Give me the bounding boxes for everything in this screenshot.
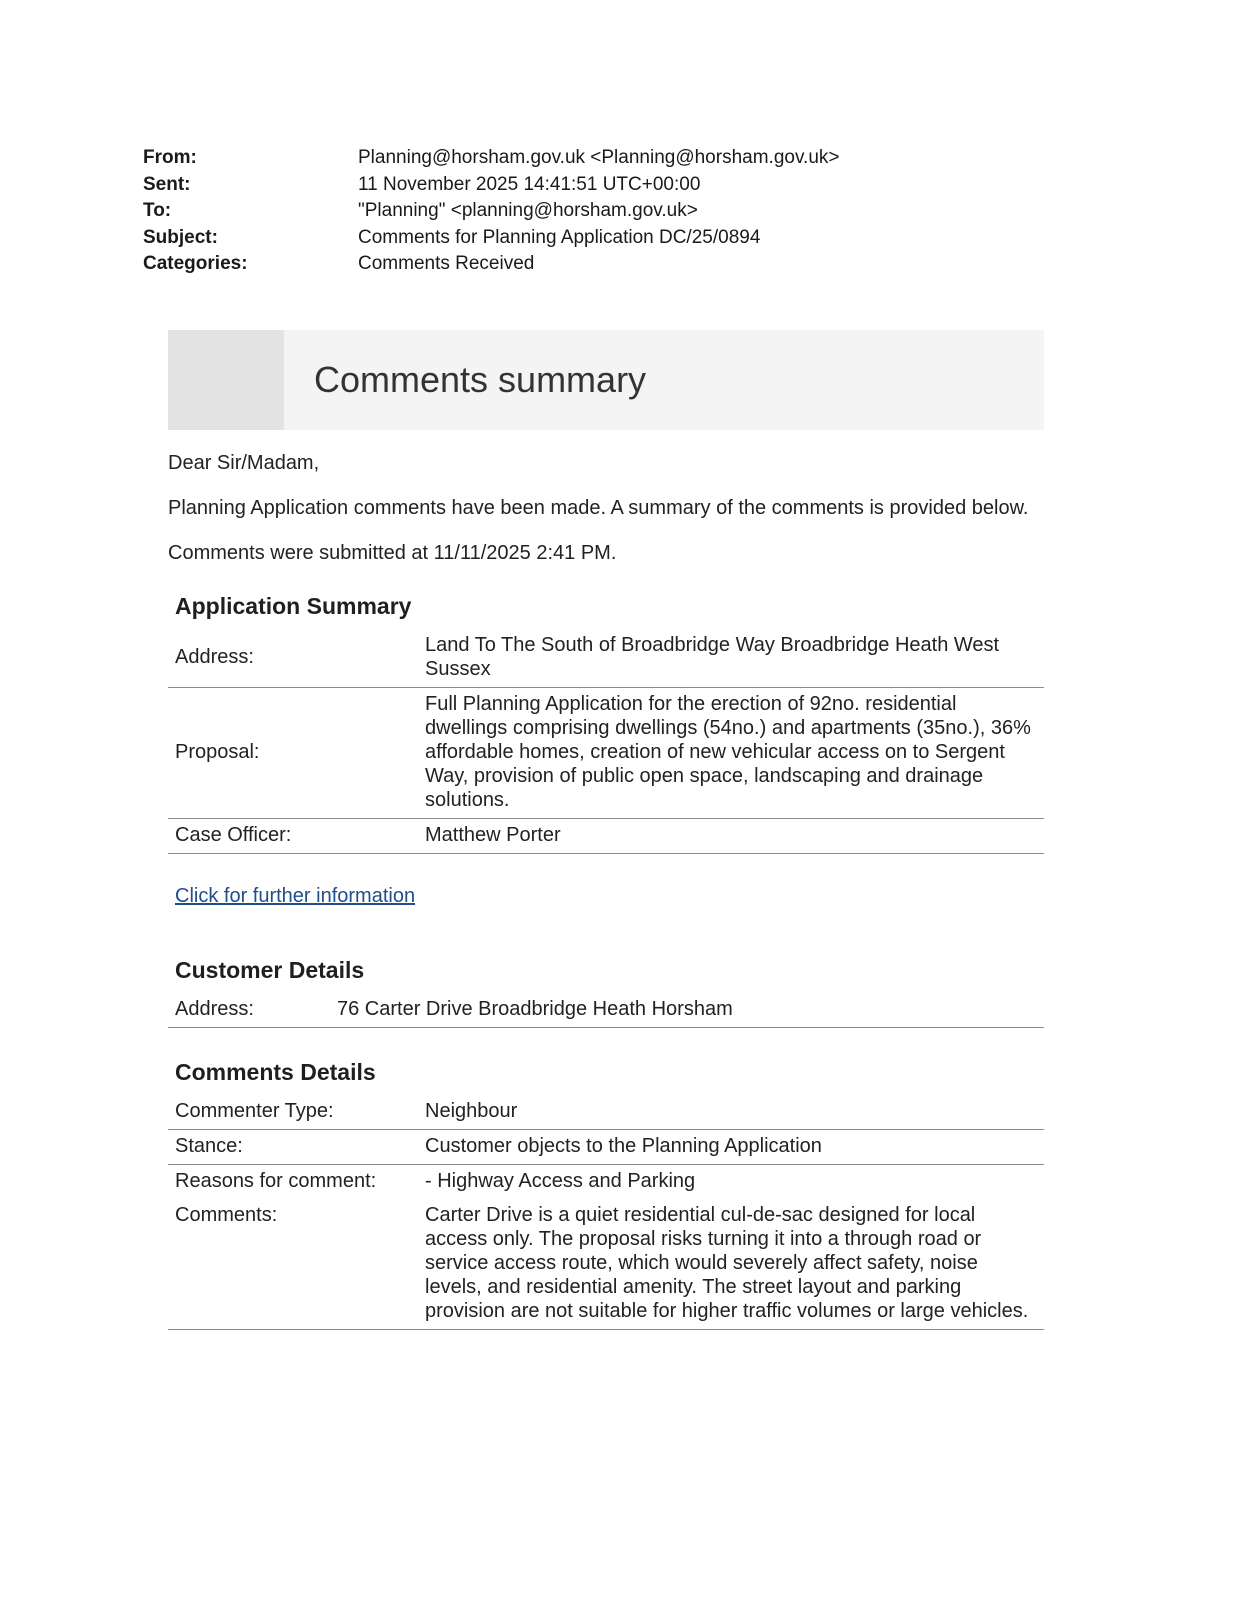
comments-details-heading: Comments Details — [175, 1059, 376, 1085]
comments-details-table — [168, 1095, 1044, 1330]
intro-text: Planning Application comments have been made. A summary of the comments is provided below. — [168, 497, 1029, 519]
submitted-text: Comments were submitted at 11/11/2025 2:41 PM. — [168, 542, 617, 564]
customer-details-table — [168, 993, 1044, 1028]
from-label: From: — [143, 147, 197, 168]
to-value: "Planning" <planning@horsham.gov.uk> — [358, 200, 698, 222]
reasons-value: - Highway Access and Parking — [425, 1170, 696, 1192]
stance-label: Stance: — [168, 1130, 418, 1165]
table-row — [168, 688, 1044, 819]
email-body — [168, 330, 1044, 1330]
table-row — [168, 629, 1044, 688]
further-information-link[interactable]: Click for further information — [175, 885, 416, 907]
case-officer-value: Matthew Porter — [418, 819, 1044, 854]
table-row — [168, 993, 1044, 1028]
banner-title: Comments summary — [314, 359, 647, 400]
commenter-type-value: Neighbour — [418, 1095, 1044, 1130]
table-row — [168, 1095, 1044, 1130]
logo-placeholder — [168, 330, 284, 430]
sent-value: 11 November 2025 14:41:51 UTC+00:00 — [358, 173, 701, 195]
categories-label: Categories: — [143, 253, 248, 275]
subject-value: Comments for Planning Application DC/25/0894 — [358, 226, 761, 248]
further-info-wrap — [168, 884, 1044, 908]
comments-label: Comments: — [168, 1199, 418, 1330]
table-row — [168, 1165, 1044, 1200]
address-label: Address: — [168, 629, 418, 688]
application-summary-heading: Application Summary — [175, 593, 412, 619]
customer-address-value: 76 Carter Drive Broadbridge Heath Horsham — [330, 993, 1044, 1028]
greeting: Dear Sir/Madam, — [168, 452, 320, 474]
commenter-type-label: Commenter Type: — [168, 1095, 418, 1130]
table-row — [168, 819, 1044, 854]
stance-value: Customer objects to the Planning Application — [418, 1130, 1044, 1165]
table-row — [168, 1199, 1044, 1330]
comments-summary-banner — [168, 330, 1044, 430]
proposal-value: Full Planning Application for the erection of 92no. residential dwellings comprising dwellings (54no.) and apartments (35no.), 36% affordable homes, creation of new vehicular access on to Sergent Way, provision of public open space, landscaping and drainage solutions. — [418, 688, 1044, 819]
application-summary-table — [168, 629, 1044, 854]
subject-label: Subject: — [143, 226, 218, 248]
table-row — [168, 1130, 1044, 1165]
from-value: Planning@horsham.gov.uk <Planning@horsham.gov.uk> — [358, 147, 840, 168]
customer-details-heading: Customer Details — [175, 957, 365, 983]
categories-value: Comments Received — [358, 253, 535, 275]
comments-value: Carter Drive is a quiet residential cul-de-sac designed for local access only. The proposal risks turning it into a through road or service access route, which would severely affect safety, noise levels, and residential amenity. The street layout and parking provision are not suitable for higher traffic volumes or large vehicles. — [418, 1199, 1044, 1330]
proposal-label: Proposal: — [168, 688, 418, 819]
address-value: Land To The South of Broadbridge Way Broadbridge Heath West Sussex — [418, 629, 1044, 688]
customer-address-label: Address: — [168, 993, 330, 1028]
reasons-label: Reasons for comment: — [175, 1170, 377, 1192]
case-officer-label: Case Officer: — [168, 819, 418, 854]
sent-label: Sent: — [143, 173, 191, 195]
to-label: To: — [143, 200, 172, 222]
